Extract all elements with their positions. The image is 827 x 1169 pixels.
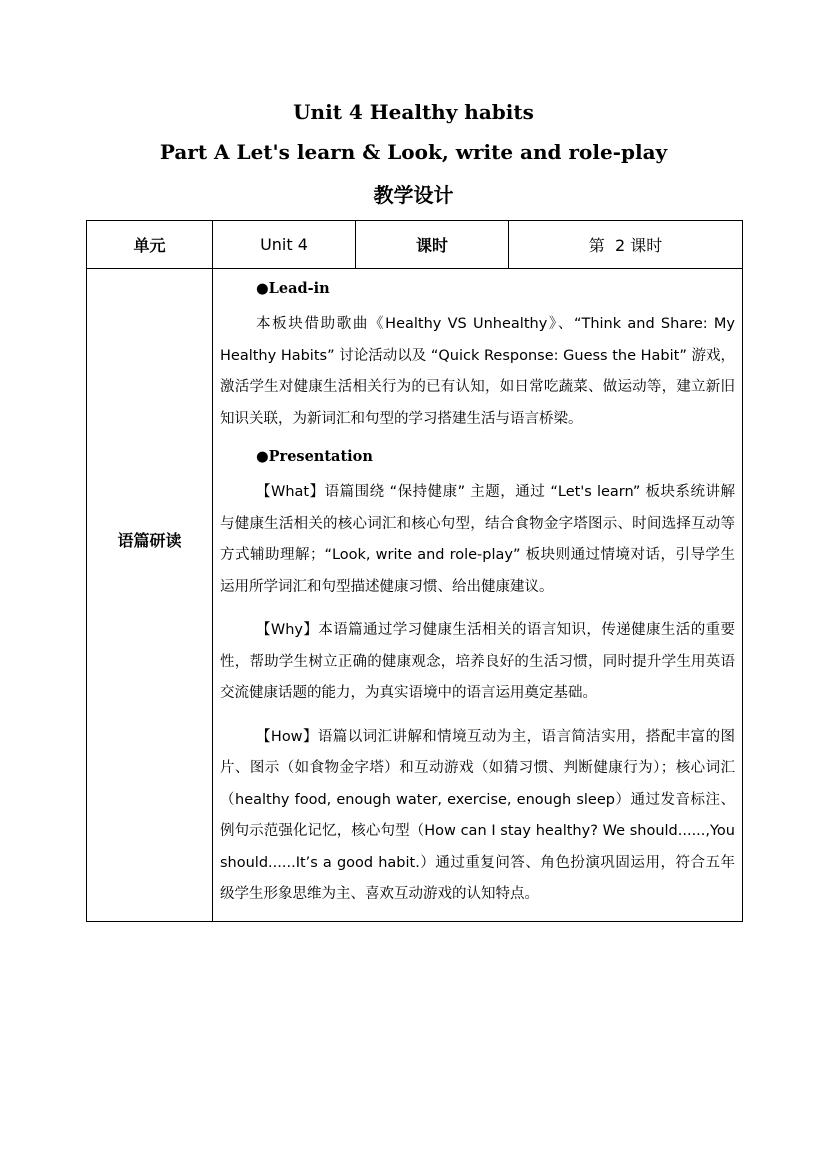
leadin-heading: ●Lead-in [256,280,330,297]
document-type: 教学设计 [373,183,454,207]
lesson-plan-table [86,220,743,922]
info-row [87,221,743,269]
leadin-paragraph: 本板块借助歌曲《Healthy VS Unhealthy》、“Think and Share: My Healthy Habits” 讨论活动以及 “Quick Response: Guess the Habit” 游戏，激活学生对健康生活相关行为的已有认知，如日常吃蔬菜、做运动等，建立新旧知识关联，为新词汇和句型的学习搭建生活与语言桥梁。 [220,316,735,427]
how-paragraph: 【How】语篇以词汇讲解和情境互动为主，语言简洁实用，搭配丰富的图片、图示（如食物金字塔）和互动游戏（如猜习惯、判断健康行为）；核心词汇（healthy food, enough water, exercise, enough sleep）通过发音标注、例句示范强化记忆，核心句型（How can I stay healthy? We should......,You should......It’s a good habit.）通过重复问答、角色扮演巩固运用，符合五年级学生形象思维为主、喜欢互动游戏的认知特点。 [220,728,735,902]
period-value: 第 2 课时 [509,221,743,269]
why-paragraph: 【Why】本语篇通过学习健康生活相关的语言知识，传递健康生活的重要性，帮助学生树立正确的健康观念，培养良好的生活习惯，同时提升学生用英语交流健康话题的能力，为真实语境中的语言运用奠定基础。 [220,622,735,701]
unit-label: 单元 [87,221,213,269]
what-paragraph: 【What】语篇围绕 “保持健康” 主题，通过 “Let's learn” 板块系统讲解与健康生活相关的核心词汇和核心句型，结合食物金字塔图示、时间选择互动等方式辅助理解；“Look, write and role-play” 板块则通过情境对话，引导学生运用所学词汇和句型描述健康习惯、给出健康建议。 [220,484,735,595]
lesson-subtitle: Part A Let's learn & Look, write and role-play [159,140,668,164]
unit-value: Unit 4 [213,221,356,269]
presentation-heading: ●Presentation [256,448,373,465]
analysis-content [213,269,743,922]
analysis-label: 语篇研读 [87,269,213,922]
period-label: 课时 [356,221,509,269]
analysis-row [87,269,743,922]
page-title: Unit 4 Healthy habits [293,100,534,124]
